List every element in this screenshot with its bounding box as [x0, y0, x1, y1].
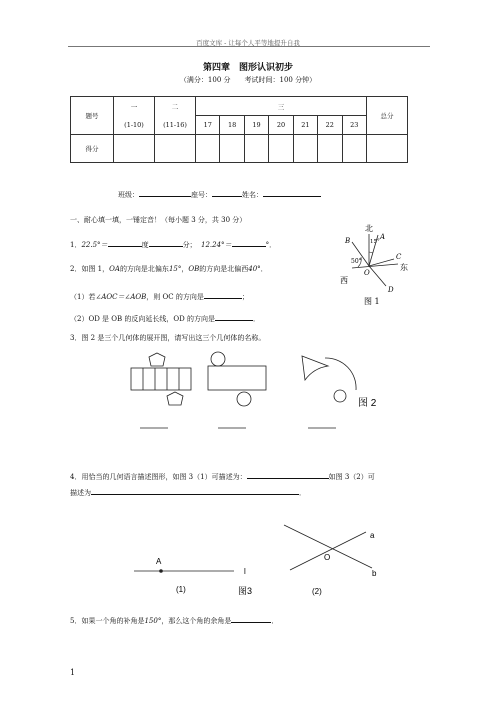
cone-net — [302, 356, 356, 402]
page-header: 百度文库 - 让每个人平等地提升自我 — [196, 39, 300, 47]
q2-sub2-text: （2）OD 是 OB 的反向延长线，OD 的方向是 — [70, 315, 215, 323]
q2-ob: OB — [188, 265, 200, 273]
figure-3-caption-2: (2) — [312, 587, 322, 596]
q5-blank[interactable] — [231, 614, 271, 623]
figure-2-caption: 图 2 — [358, 398, 377, 409]
q5-deg: 150° — [144, 617, 162, 625]
angle-15-label: 15° — [370, 239, 380, 245]
q1-expr1: 22.5°＝ — [81, 241, 108, 249]
q1-blank-1[interactable] — [108, 238, 142, 247]
point-o-label: O — [364, 269, 370, 277]
name-label: 姓名： — [242, 191, 263, 199]
q2-sub1-math: ∠AOC＝∠AOB — [95, 293, 147, 301]
name-field[interactable] — [263, 188, 321, 197]
col3-sub: 22 — [318, 116, 342, 135]
col3-sub: 21 — [293, 116, 317, 135]
point-a-label: A — [380, 233, 386, 241]
score-cell[interactable] — [318, 135, 342, 163]
page-number: 1 — [70, 668, 76, 677]
q2-sub2-blank[interactable] — [215, 312, 253, 321]
q4-text: 描述为 — [70, 489, 91, 497]
east-label: 东 — [400, 263, 408, 272]
question-1 — [70, 238, 276, 250]
figure-3 — [126, 520, 396, 604]
q2-oa: OA — [109, 265, 120, 273]
q5-text: ． — [271, 617, 279, 625]
angle-arc-15 — [369, 252, 373, 253]
seat-field[interactable] — [212, 188, 242, 197]
q2-text: 的方向是北偏西 — [199, 265, 249, 273]
score-cell[interactable] — [293, 135, 317, 163]
cylinder-net — [208, 352, 266, 406]
col3-sub: 20 — [269, 116, 293, 135]
col3-top: 三 — [196, 97, 367, 116]
q1-unit1: 度 — [141, 241, 149, 249]
doc-subtitle: （满分：100 分 考试时间：100 分钟） — [179, 76, 317, 84]
q2-sub2-text: ． — [252, 315, 260, 323]
score-cell[interactable] — [244, 135, 268, 163]
score-cell[interactable] — [220, 135, 244, 163]
score-cell[interactable] — [155, 135, 196, 163]
point-o-label: O — [324, 553, 331, 562]
question-5 — [70, 614, 278, 626]
col3-sub: 23 — [342, 116, 366, 135]
q2-text: 的方向是北偏东 — [119, 265, 169, 273]
line-a — [290, 532, 366, 570]
north-label: 北 — [365, 224, 373, 233]
west-label: 西 — [340, 276, 348, 285]
col1-bottom: (1-10) — [114, 116, 155, 135]
col3-sub: 17 — [196, 116, 220, 135]
score-cell[interactable] — [342, 135, 366, 163]
q1-number: 1． — [70, 241, 82, 249]
q2-sub1-blank[interactable] — [204, 290, 242, 299]
q4-text: ． — [299, 489, 306, 497]
question-2-part1 — [70, 290, 249, 302]
line-a-label: a — [370, 531, 375, 540]
figure-3-caption: 图3 — [238, 586, 253, 596]
question-3: 3．图 2 是三个几何体的展开图，请写出这三个几何体的名称。 — [70, 334, 266, 342]
ray-od — [369, 266, 386, 286]
class-field[interactable] — [139, 188, 191, 197]
line-b-label: b — [372, 569, 377, 578]
question-4-line2 — [70, 486, 306, 498]
question-2-part2 — [70, 312, 260, 324]
col3-sub: 19 — [244, 116, 268, 135]
q1-unit3: °． — [265, 241, 277, 249]
q1-unit2: 分； — [182, 241, 197, 249]
q4-text: 如图 3（2）可 — [328, 473, 375, 481]
q2-text: ， — [181, 265, 189, 273]
point-a — [159, 569, 163, 573]
col3-sub: 18 — [220, 116, 244, 135]
q4-blank-1[interactable] — [247, 470, 329, 479]
question-2 — [70, 264, 268, 274]
figure-1-compass — [338, 222, 438, 306]
score-cell[interactable] — [367, 135, 408, 163]
line-l-label: l — [244, 567, 246, 576]
point-d-label: D — [388, 286, 394, 294]
score-cell[interactable] — [196, 135, 220, 163]
q2-sub1-text: （1）若 — [70, 293, 96, 301]
doc-title: 第四章 图形认识初步 — [202, 63, 293, 73]
question-4 — [70, 470, 375, 482]
q2-deg40: 40° — [248, 265, 261, 273]
total-label: 总分 — [367, 97, 408, 135]
pentagonal-prism-net — [131, 353, 191, 405]
q2-text: ． — [260, 265, 268, 273]
col2-top: 二 — [155, 97, 196, 116]
section1-heading: 一、耐心填一填，一锤定音！（每小题 3 分，共 30 分） — [70, 216, 247, 224]
point-b-label: B — [345, 237, 351, 245]
q2-sub1-text: ； — [241, 293, 249, 301]
point-c-label: C — [396, 253, 402, 261]
point-a-label: A — [156, 557, 162, 566]
seat-label: 座号： — [191, 191, 212, 199]
col1-top: 一 — [114, 97, 155, 116]
q2-deg15: 15° — [168, 265, 182, 273]
row-label-score: 得分 — [71, 135, 114, 163]
score-table — [70, 96, 408, 163]
student-info — [118, 188, 321, 200]
figure-3-caption-1: (1) — [176, 585, 186, 594]
q5-text: 5．如果一个角的补角是 — [70, 617, 145, 625]
header-rule — [68, 46, 430, 47]
score-cell[interactable] — [114, 135, 155, 163]
q2-text: 2．如图 1， — [70, 265, 110, 273]
angle-50-label: 50° — [351, 258, 362, 265]
row-label-number: 题号 — [71, 97, 114, 135]
q2-sub1-text: ，则 OC 的方向是 — [146, 293, 204, 301]
q1-blank-2[interactable] — [149, 238, 183, 247]
q1-expr2: 12.24°＝ — [201, 241, 232, 249]
q4-text: 4．用恰当的几何语言描述图形，如图 3（1）可描述为： — [70, 473, 247, 481]
figure-1-caption: 图 1 — [364, 297, 380, 306]
q4-blank-2[interactable] — [91, 486, 299, 495]
score-cell[interactable] — [269, 135, 293, 163]
col2-bottom: (11-16) — [155, 116, 196, 135]
q1-blank-3[interactable] — [232, 238, 266, 247]
q5-text: ，那么这个角的余角是 — [161, 617, 232, 625]
figure-2-nets — [120, 348, 392, 436]
class-label: 班级： — [118, 191, 139, 199]
